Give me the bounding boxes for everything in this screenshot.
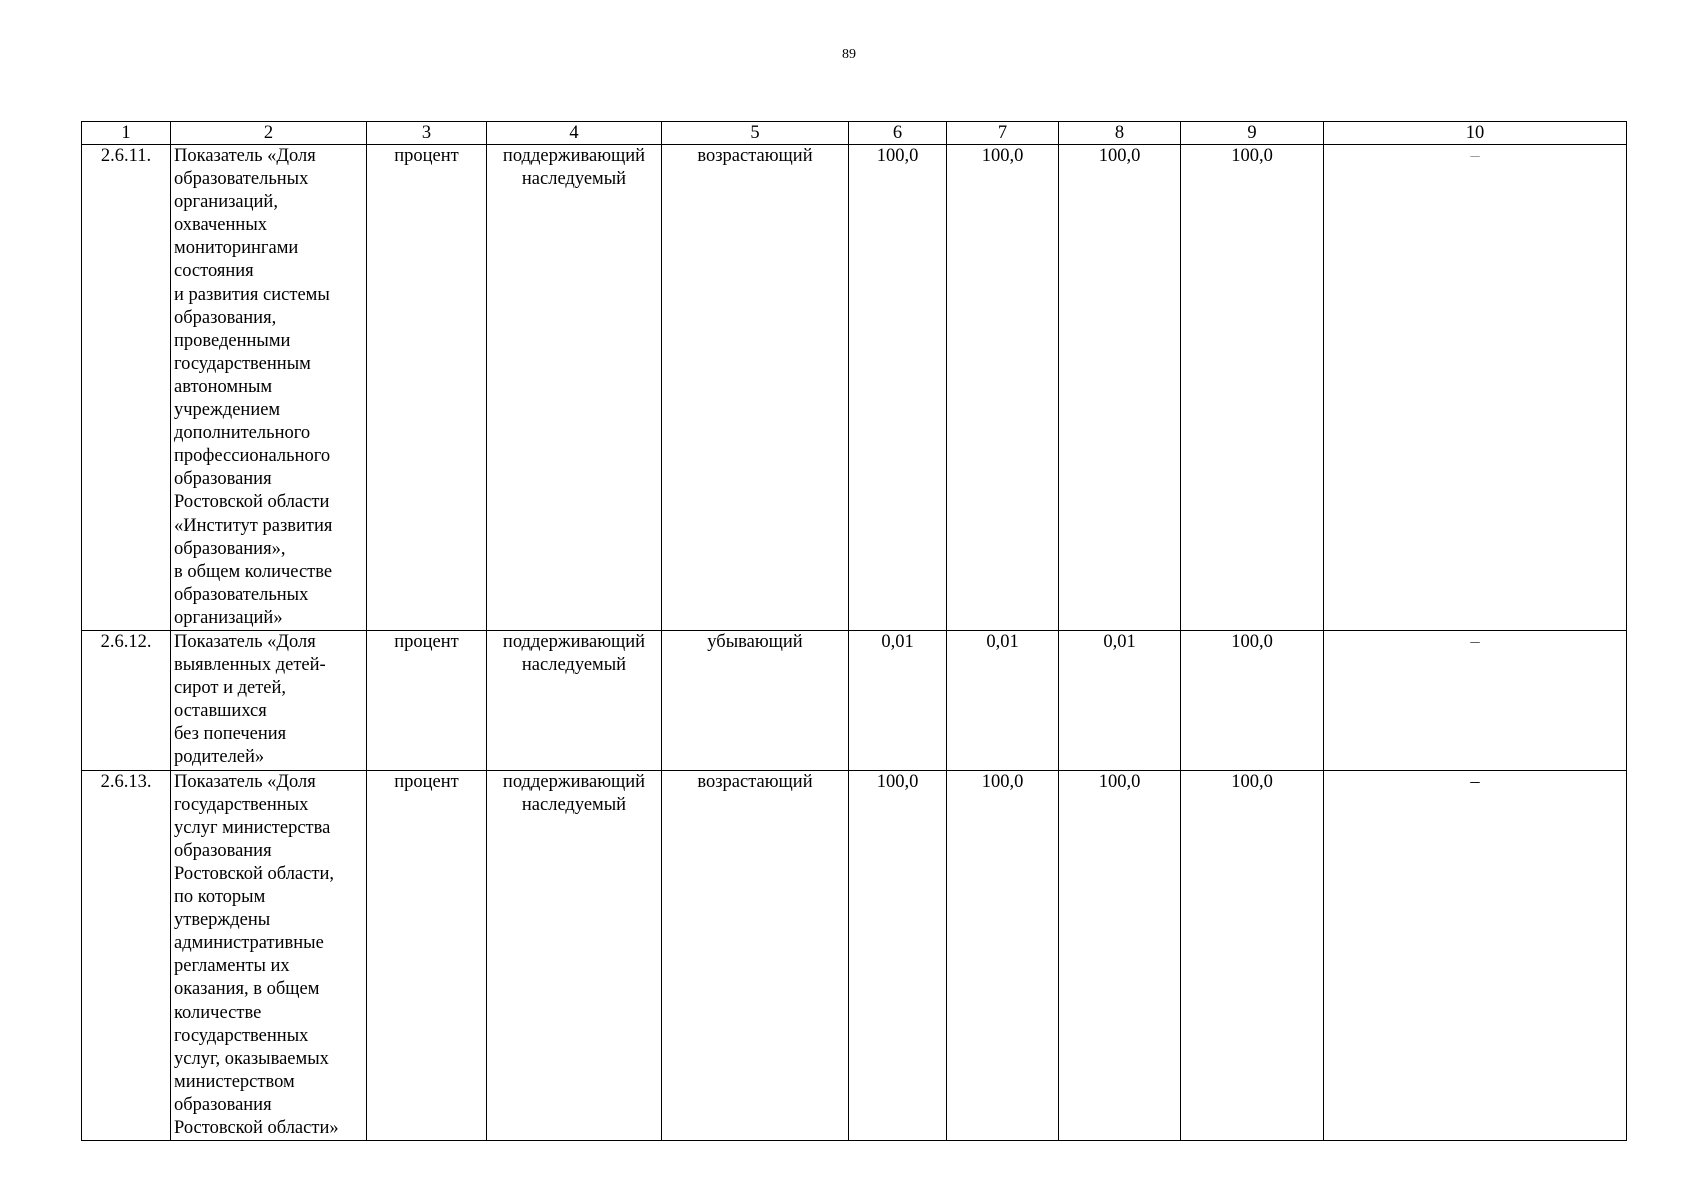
indicator-name-line: мониторингами: [174, 238, 299, 259]
value-col7: 0,01: [947, 631, 1059, 771]
indicator-type: [487, 770, 662, 1141]
column-number: 7: [947, 122, 1059, 145]
value-col9: 100,0: [1181, 770, 1324, 1141]
indicator-name-line: и развития системы: [174, 284, 330, 305]
indicator-name: [171, 145, 367, 631]
indicator-name-line: оказания, в общем: [174, 979, 320, 1000]
indicator-type: [487, 145, 662, 631]
indicator-name-line: образовательных: [174, 169, 309, 190]
value-col10: –: [1324, 145, 1627, 631]
indicator-name-line: в общем количестве: [174, 561, 333, 582]
indicator-type-line: наследуемый: [521, 655, 627, 676]
indicator-type-line: наследуемый: [521, 169, 627, 190]
indicator-name-line: родителей»: [174, 747, 265, 768]
trend-cell: возрастающий: [662, 770, 849, 1141]
indicator-name-line: по которым: [174, 887, 266, 908]
indicator-name-line: утверждены: [174, 910, 271, 931]
value-col7: 100,0: [947, 770, 1059, 1141]
indicator-name-line: проведенными: [174, 330, 291, 351]
value-col6: 100,0: [849, 145, 947, 631]
indicator-number: 2.6.11.: [82, 145, 171, 631]
page-number: 89: [842, 47, 856, 62]
indicator-name-line: выявленных детей-: [174, 655, 326, 676]
indicator-name-line: организаций»: [174, 607, 283, 628]
indicator-name-line: автономным: [174, 376, 273, 397]
unit-cell: процент: [367, 145, 487, 631]
indicator-name-line: дополнительного: [174, 423, 311, 444]
table-row: [82, 770, 1627, 1141]
indicator-number: 2.6.12.: [82, 631, 171, 771]
column-number: 4: [487, 122, 662, 145]
indicator-name-line: организаций,: [174, 192, 278, 213]
indicator-name: [171, 770, 367, 1141]
indicator-name-line: образования: [174, 1094, 272, 1115]
indicator-name-line: Ростовской области»: [174, 1117, 339, 1138]
indicator-name-line: административные: [174, 933, 324, 954]
column-number-row: [82, 122, 1627, 145]
indicator-type-line: поддерживающий: [502, 632, 646, 652]
indicator-name-line: Показатель «Доля: [174, 771, 316, 792]
value-col9: 100,0: [1181, 631, 1324, 771]
indicator-name-line: образовательных: [174, 584, 309, 605]
indicator-type-line: поддерживающий: [502, 146, 646, 166]
indicator-type-line: поддерживающий: [502, 771, 646, 792]
indicator-name-line: услуг, оказываемых: [174, 1048, 329, 1069]
column-number: 1: [82, 122, 171, 145]
indicator-name-line: Показатель «Доля: [174, 146, 316, 166]
value-col10: –: [1324, 770, 1627, 1141]
indicators-table: [81, 121, 1627, 1141]
indicator-name-line: состояния: [174, 261, 254, 282]
value-col8: 100,0: [1059, 770, 1181, 1141]
value-col7: 100,0: [947, 145, 1059, 631]
indicator-type: [487, 631, 662, 771]
value-col6: 0,01: [849, 631, 947, 771]
indicator-name-line: образования,: [174, 307, 277, 328]
column-number: 5: [662, 122, 849, 145]
indicator-name-line: государственным: [174, 353, 311, 374]
indicator-name-line: количестве: [174, 1002, 262, 1023]
indicator-name-line: охваченных: [174, 215, 267, 236]
indicator-name-line: «Институт развития: [174, 515, 333, 536]
value-col9: 100,0: [1181, 145, 1324, 631]
column-number: 3: [367, 122, 487, 145]
indicator-name-line: Показатель «Доля: [174, 632, 316, 652]
trend-cell: убывающий: [662, 631, 849, 771]
indicator-name-line: Ростовской области,: [174, 863, 334, 884]
indicator-name-line: учреждением: [174, 400, 281, 421]
indicator-name-line: образования»,: [174, 538, 286, 559]
value-col8: 100,0: [1059, 145, 1181, 631]
column-number: 10: [1324, 122, 1627, 145]
trend-cell: возрастающий: [662, 145, 849, 631]
indicator-name-line: государственных: [174, 794, 309, 815]
column-number: 9: [1181, 122, 1324, 145]
indicator-name-line: оставшихся: [174, 701, 267, 722]
unit-cell: процент: [367, 631, 487, 771]
value-col8: 0,01: [1059, 631, 1181, 771]
table-row: [82, 631, 1627, 771]
indicator-name-line: Ростовской области: [174, 492, 330, 513]
indicator-name-line: услуг министерства: [174, 817, 331, 838]
indicator-name-line: профессионального: [174, 446, 331, 467]
unit-cell: процент: [367, 770, 487, 1141]
table-row: [82, 145, 1627, 631]
indicator-name-line: образования: [174, 469, 272, 490]
indicator-name-line: государственных: [174, 1025, 309, 1046]
indicator-number: 2.6.13.: [82, 770, 171, 1141]
indicator-name: [171, 631, 367, 771]
column-number: 8: [1059, 122, 1181, 145]
indicator-type-line: наследуемый: [521, 794, 627, 815]
indicator-name-line: регламенты их: [174, 956, 290, 977]
value-col10: –: [1324, 631, 1627, 771]
value-col6: 100,0: [849, 770, 947, 1141]
column-number: 6: [849, 122, 947, 145]
indicator-name-line: без попечения: [174, 724, 287, 745]
indicator-name-line: сирот и детей,: [174, 678, 287, 699]
indicator-name-line: министерством: [174, 1071, 295, 1092]
column-number: 2: [171, 122, 367, 145]
indicator-name-line: образования: [174, 840, 272, 861]
